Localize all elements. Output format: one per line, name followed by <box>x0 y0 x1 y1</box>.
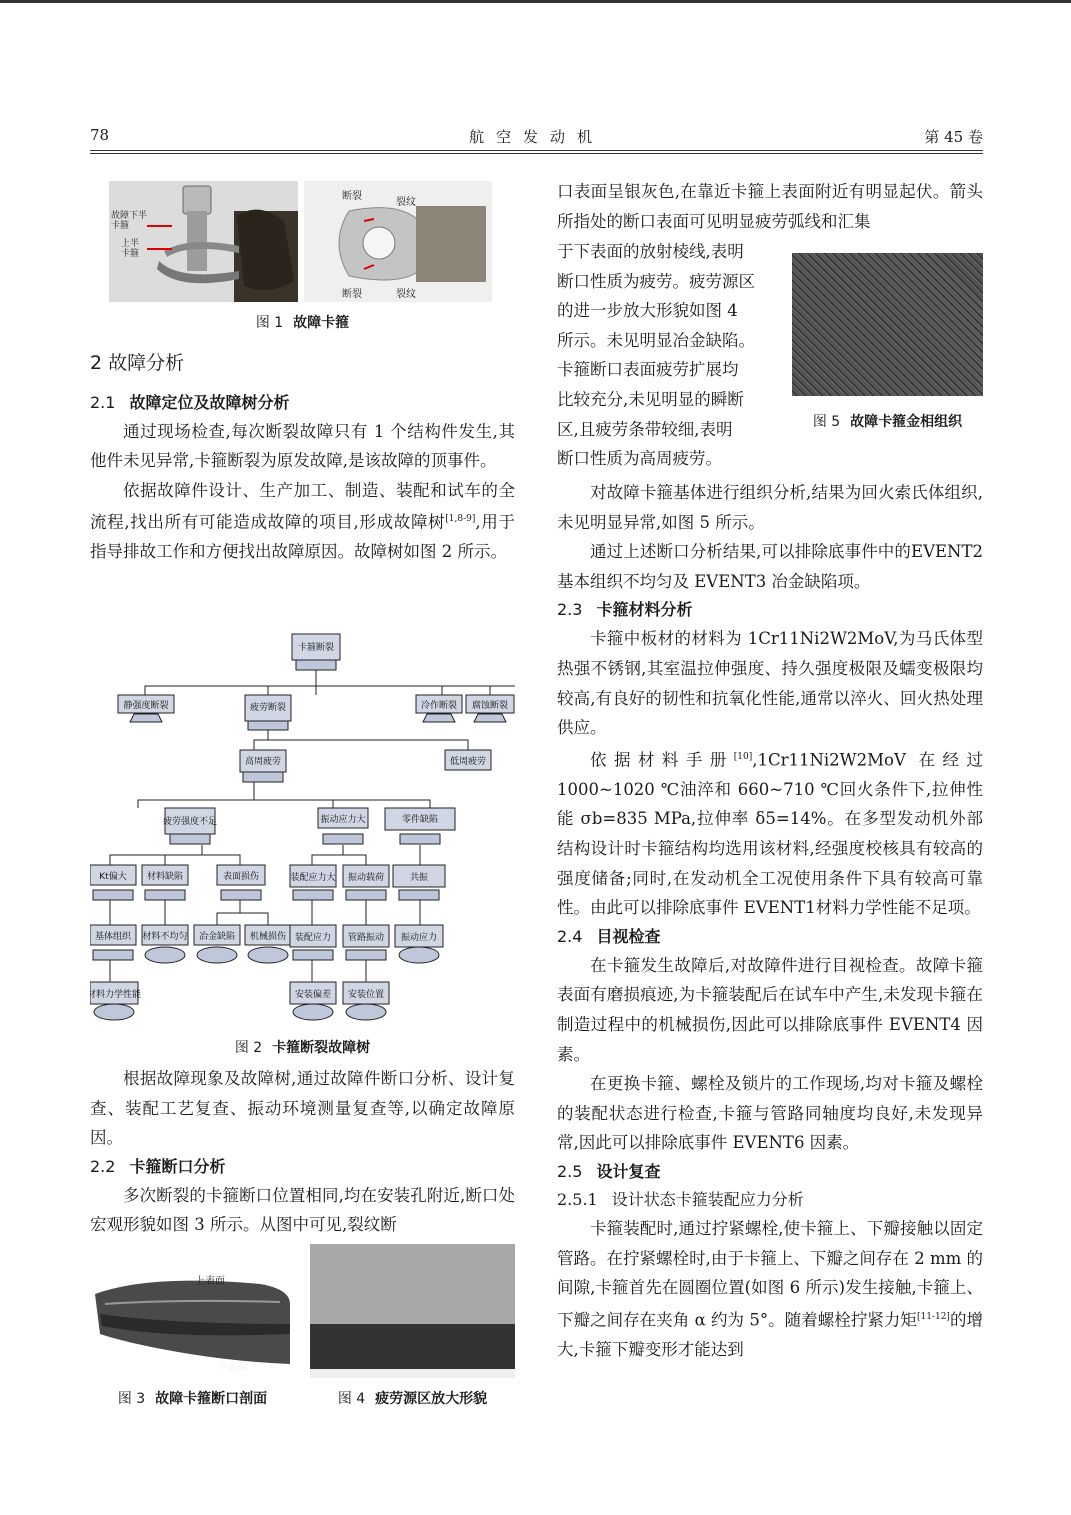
section-2-5-title: 设计复查 <box>596 1161 661 1181</box>
fault-tree-diagram <box>90 630 515 1028</box>
red-arrow <box>147 225 172 227</box>
fault-node-top-label: 卡箍断裂 <box>297 643 335 653</box>
left-column-upper <box>90 343 515 567</box>
red-arrow <box>147 248 172 250</box>
fault-node-label: 零件缺陷 <box>401 815 439 825</box>
fig3-label-bottom: 下表面 <box>218 1362 248 1373</box>
section-2-5-1-heading <box>557 1186 983 1214</box>
right-column-narrow <box>557 237 783 474</box>
fig5-caption <box>792 411 983 431</box>
fault-node-label: 管路振动 <box>347 933 385 943</box>
fault-node-label: 机械损伤 <box>249 932 287 942</box>
fig1-label-crack-top: 裂纹 <box>396 197 416 208</box>
fault-node-label: 冶金缺陷 <box>198 932 236 942</box>
section-2-1-para-2 <box>90 476 515 567</box>
fig1-right-photo <box>304 181 492 302</box>
fault-node-label: 冷作断裂 <box>420 701 458 711</box>
fig1-label-upper: 上半卡箍 <box>121 239 140 259</box>
section-2-3-para-1: 卡箍中板材的材料为 1Cr11Ni2W2MoV,为马氏体型热强不锈钢,其室温拉伸强度、持久强度极限及蠕变极限均较高,有良好的韧性和抗氧化性能,通常以淬火、回火热处理供应。 <box>557 629 983 738</box>
para-after-fig2: 根据故障现象及故障树,通过故障件断口分析、设计复查、装配工艺复查、振动环境测量复查等,以确定故障原因。 <box>90 1069 515 1148</box>
fault-node-label: 疲劳强度不足 <box>162 817 218 827</box>
page-header <box>90 126 983 150</box>
section-2-1-title: 故障定位及故障树分析 <box>129 392 290 412</box>
fault-node-label: 材料力学性能 <box>90 990 142 1000</box>
right-para-1: 口表面呈银灰色,在靠近卡箍上表面附近有明显起伏。箭头所指处的断口表面可见明显疲劳弧线和汇集 <box>557 182 983 231</box>
fault-node-label: 高周疲劳 <box>244 757 282 767</box>
section-2-4-heading <box>557 923 983 951</box>
right-column-main <box>557 478 983 1364</box>
section-2-2-title: 卡箍断口分析 <box>129 1156 226 1176</box>
right-para-2: 对故障卡箍基体进行组织分析,结果为回火索氏体组织,未见明显异常,如图 5 所示。 <box>557 483 983 532</box>
fault-node-label: 材料不均匀 <box>142 932 188 942</box>
section-2-3-title: 卡箍材料分析 <box>596 600 693 620</box>
volume-label: 第 45 卷 <box>924 128 983 146</box>
section-2-title: 2 故障分析 <box>90 352 185 374</box>
fig4-caption <box>310 1388 515 1408</box>
section-2-3-para-2 <box>557 743 983 923</box>
section-2-5-1-para-1 <box>557 1214 983 1364</box>
page-number: 78 <box>90 126 110 144</box>
citation: [11-12] <box>916 1311 950 1322</box>
section-2-5-num: 2.5 <box>557 1161 583 1181</box>
section-2-2-num: 2.2 <box>90 1156 116 1176</box>
fault-node-label: 安装位置 <box>347 990 385 1000</box>
section-2-1-num: 2.1 <box>90 392 116 412</box>
fault-node-label: 静强度断裂 <box>123 701 169 711</box>
para-text: 依据故障件设计、生产加工、制造、装配和试车的全流程,找出所有可能造成故障的项目,形成故障树 <box>90 480 515 532</box>
section-2-4-para-1: 在卡箍发生故障后,对故障件进行目视检查。故障卡箍表面有磨损痕迹,为卡箍装配后在试车中产生,未发现卡箍在制造过程中的机械损伤,因此可以排除底事件 EVENT4 因素。 <box>557 955 983 1064</box>
left-column-lower <box>90 1064 515 1240</box>
para-text: ,用于指导排故工作和方便找出故障原因。故障树如图 2 所示。 <box>90 512 515 562</box>
fig1-caption <box>90 312 515 332</box>
top-border <box>0 0 1071 3</box>
fig1-caption-num: 图 1 <box>255 315 284 331</box>
section-2-5-1-num: 2.5.1 <box>557 1189 598 1209</box>
fig4-photo <box>310 1244 515 1378</box>
fault-node-label: 振动应力 <box>400 933 438 943</box>
narrow-line: 的进一步放大形貌如图 4 <box>557 301 738 321</box>
fault-node-label: Kt偏大 <box>99 872 127 882</box>
section-2-2-heading <box>90 1153 515 1181</box>
section-2-4-num: 2.4 <box>557 926 583 946</box>
fig3-photo <box>90 1244 295 1378</box>
fault-node-label: 共振 <box>409 873 429 883</box>
fig1-label-crack-bottom: 裂纹 <box>396 289 416 300</box>
fig5-caption-text: 故障卡箍金相组织 <box>850 414 963 430</box>
section-2-5-heading <box>557 1158 983 1186</box>
fault-node-label: 振动载荷 <box>347 873 385 883</box>
section-2-3-num: 2.3 <box>557 600 583 620</box>
fig1-label-lower: 故障下半卡箍 <box>111 211 148 231</box>
narrow-line: 断口性质为疲劳。疲劳源区 <box>557 271 755 291</box>
narrow-line: 卡箍断口表面疲劳扩展均 <box>557 360 739 380</box>
fig2-fault-tree <box>90 630 515 1028</box>
header-rule <box>90 150 983 151</box>
fig5-caption-num: 图 5 <box>812 414 841 430</box>
fig1-label-break-bottom: 断裂 <box>342 289 362 300</box>
fig3-caption-text: 故障卡箍断口剖面 <box>155 1391 268 1407</box>
fig3-caption-num: 图 3 <box>117 1391 146 1407</box>
fault-node-label: 表面损伤 <box>222 872 260 882</box>
narrow-line: 于下表面的放射棱线,表明 <box>557 242 744 261</box>
fault-node-label: 振动应力大 <box>320 815 366 825</box>
fault-node-label: 低周疲劳 <box>449 757 487 767</box>
fig2-caption-text: 卡箍断裂故障树 <box>272 1040 371 1056</box>
section-2-5-1-title: 设计状态卡箍装配应力分析 <box>611 1189 804 1209</box>
fig2-caption-num: 图 2 <box>234 1040 263 1056</box>
right-para-3: 通过上述断口分析结果,可以排除底事件中的EVENT2 基本组织不均匀及 EVENT3 冶金缺陷项。 <box>557 542 983 591</box>
section-2-3-heading <box>557 596 983 624</box>
sem-image <box>310 1244 515 1378</box>
section-2-1-para-1: 通过现场检查,每次断裂故障只有 1 个结构件发生,其他件未见异常,卡箍断裂为原发故障,是该故障的顶事件。 <box>90 421 515 471</box>
narrow-line: 比较充分,未见明显的瞬断 <box>557 389 744 409</box>
section-2-1-heading <box>90 389 515 417</box>
narrow-line: 所示。未见明显冶金缺陷。 <box>557 330 755 350</box>
fracture-section-image <box>90 1244 295 1378</box>
fault-node-label: 装配应力 <box>294 933 332 943</box>
section-2-2-para-1: 多次断裂的卡箍断口位置相同,均在安装孔附近,断口处宏观形貌如图 3 所示。从图中可见,裂纹断 <box>90 1185 515 1235</box>
fault-node-label: 基体组织 <box>94 932 132 942</box>
citation: [10] <box>733 751 753 762</box>
fig1-label-break-top: 断裂 <box>342 191 362 202</box>
citation: [1,8-9] <box>445 514 476 525</box>
fig3-caption <box>90 1388 295 1408</box>
fig1-caption-text: 故障卡箍 <box>293 315 350 331</box>
fig3-label-top: 上表面 <box>195 1276 225 1287</box>
para-text: ,1Cr11Ni2W2MoV 在经过 1000~1020 ℃油淬和 660~710 ℃回火条件下,拉伸性能 σb=835 MPa,拉伸率 δ5=14%。在多型发动机外部结构设计时卡箍结构均选用该材料,经强度校核具有较高的强度储备;同时,在发动机全工况使用条件下具有较高可靠性。由此可以排除底事件 EVENT1材料力学性能不足项。 <box>557 750 983 918</box>
fault-node-label: 材料缺陷 <box>146 872 184 882</box>
header-rule-2 <box>90 153 983 154</box>
narrow-line: 区,且疲劳条带较细,表明 <box>557 419 733 439</box>
fault-node-label: 装配应力大 <box>290 873 336 883</box>
journal-name: 航空发动机 <box>468 128 604 146</box>
fig1-left-photo <box>109 181 298 302</box>
section-2-4-para-2: 在更换卡箍、螺栓及锁片的工作现场,均对卡箍及螺栓的装配状态进行检查,卡箍与管路同轴度均良好,未发现异常,因此可以排除底事件 EVENT6 因素。 <box>557 1074 983 1153</box>
fig5-photo <box>792 253 983 396</box>
fig4-caption-text: 疲劳源区放大形貌 <box>375 1391 488 1407</box>
fig2-caption <box>90 1037 515 1057</box>
para-text: 依据材料手册 <box>590 750 734 770</box>
right-column-top <box>557 177 983 236</box>
section-2-4-title: 目视检查 <box>596 926 661 946</box>
fault-node-label: 疲劳断裂 <box>249 703 287 713</box>
para-text: 的增大,卡箍下瓣变形才能达到 <box>557 1310 984 1359</box>
fault-node-label: 安装偏差 <box>294 990 332 1000</box>
fault-node-label: 腐蚀断裂 <box>471 701 509 711</box>
narrow-line: 断口性质为高周疲劳。 <box>557 449 722 469</box>
para-text: 卡箍装配时,通过拧紧螺栓,使卡箍上、下瓣接触以固定管路。在拧紧螺栓时,由于卡箍上、下瓣之间存在 2 mm 的间隙,卡箍首先在圆圈位置(如图 6 所示)发生接触,卡箍上、下瓣之间存在夹角 α 约为 5°。随着螺栓拧紧力矩 <box>557 1218 983 1330</box>
fig4-caption-num: 图 4 <box>337 1391 366 1407</box>
